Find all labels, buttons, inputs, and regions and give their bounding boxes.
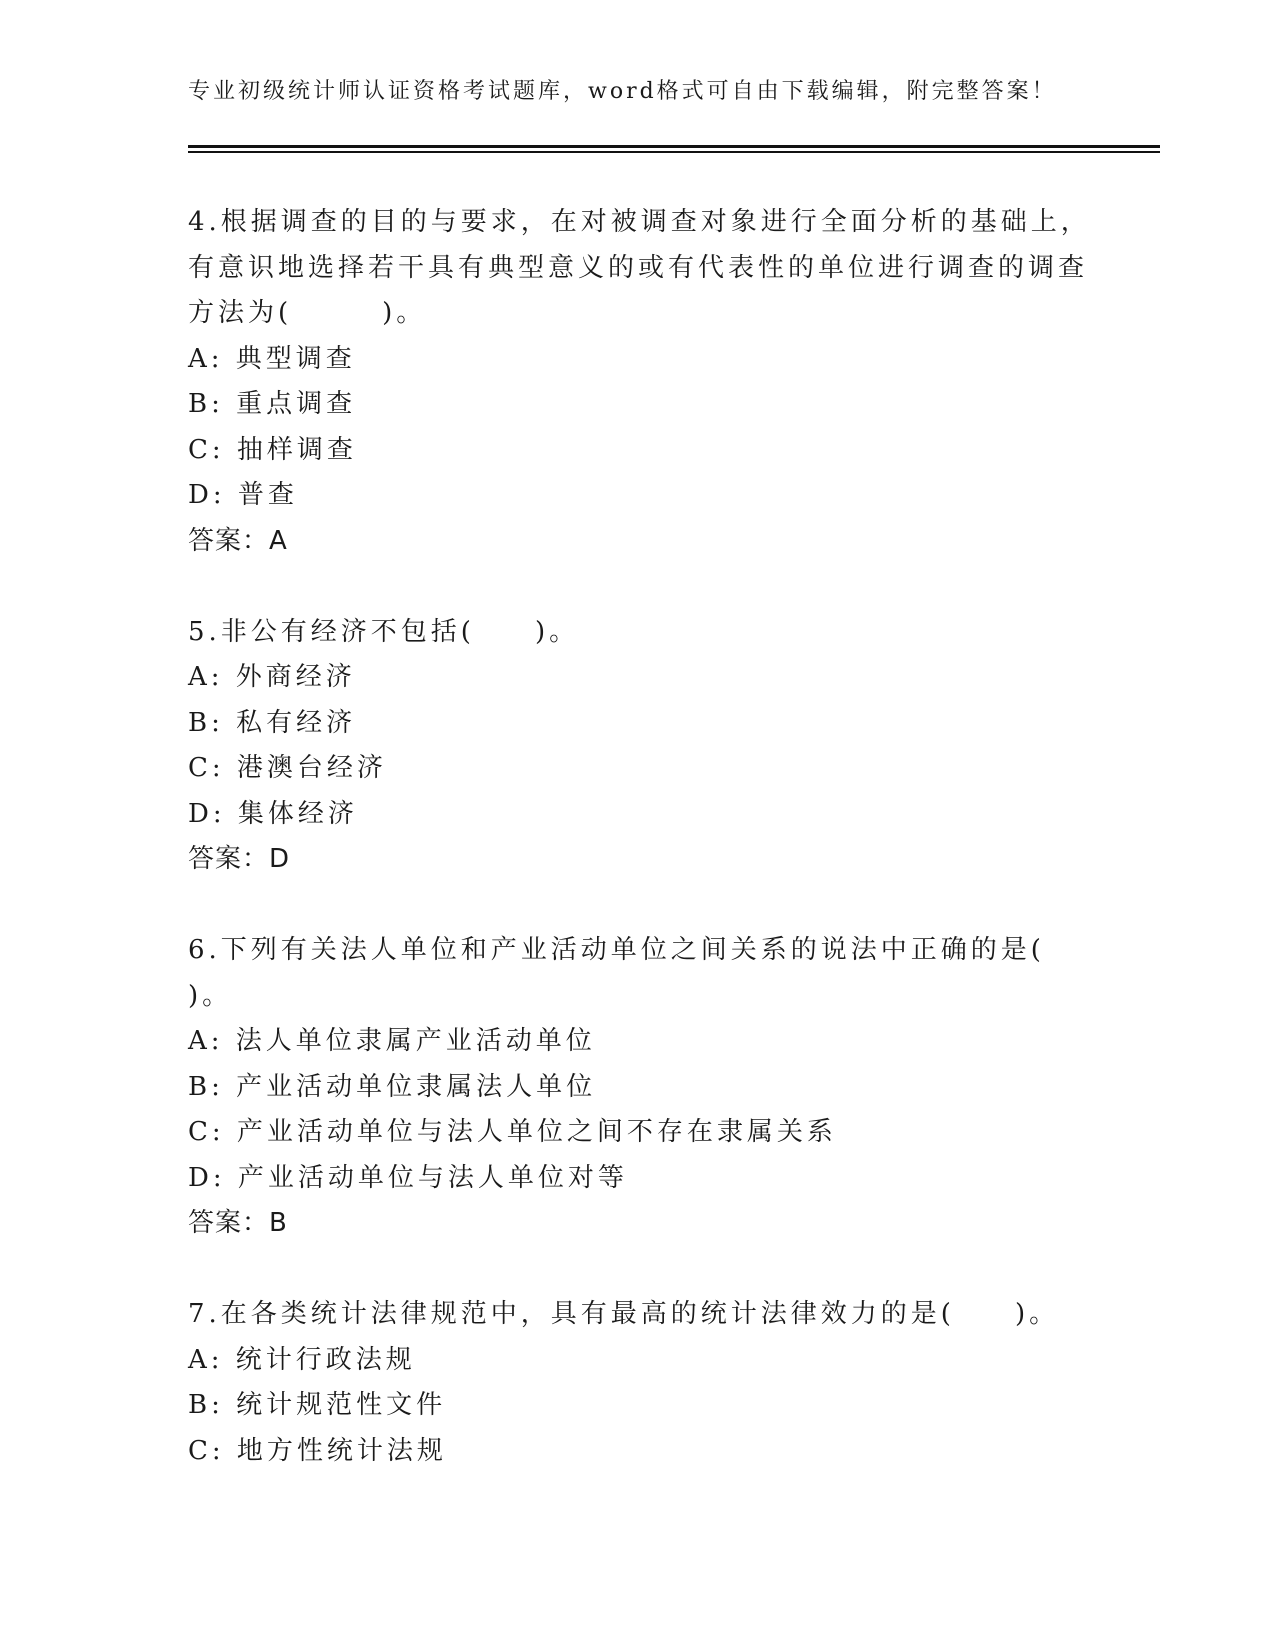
option-d: D: 产业活动单位与法人单位对等 bbox=[188, 1162, 628, 1193]
question-5 bbox=[188, 610, 1088, 883]
option-b: B: 私有经济 bbox=[188, 707, 357, 738]
header-title: 专业初级统计师认证资格考试题库，word格式可自由下载编辑，附完整答案！ bbox=[188, 79, 1057, 104]
option-c: C: 港澳台经济 bbox=[188, 753, 387, 783]
question-4 bbox=[188, 200, 1091, 564]
question-stem-line: 4.根据调查的目的与要求，在对被调查对象进行全面分析的基础上， bbox=[188, 207, 1091, 237]
spacer bbox=[188, 883, 1088, 929]
spacer bbox=[188, 1247, 1088, 1293]
option-d: D: 普查 bbox=[188, 480, 298, 510]
question-stem-line: 6.下列有关法人单位和产业活动单位之间关系的说法中正确的是( bbox=[188, 935, 1045, 965]
option-a: A: 外商经济 bbox=[188, 662, 356, 692]
question-stem-line: 7.在各类统计法律规范中，具有最高的统计法律效力的是( )。 bbox=[188, 1299, 1060, 1329]
option-c: C: 抽样调查 bbox=[188, 434, 357, 465]
option-b: B: 产业活动单位隶属法人单位 bbox=[188, 1071, 597, 1102]
option-d: D: 集体经济 bbox=[188, 798, 358, 829]
question-stem-line: )。 bbox=[188, 980, 233, 1011]
option-b: B: 重点调查 bbox=[188, 389, 357, 419]
option-b: B: 统计规范性文件 bbox=[188, 1390, 447, 1420]
answer-line: 答案：B bbox=[188, 1208, 288, 1238]
answer-line: 答案：A bbox=[188, 525, 288, 556]
option-c: C: 产业活动单位与法人单位之间不存在隶属关系 bbox=[188, 1117, 837, 1147]
question-stem-line: 有意识地选择若干具有典型意义的或有代表性的单位进行调查的调查 bbox=[188, 252, 1089, 283]
header-divider bbox=[188, 145, 1160, 153]
question-6 bbox=[188, 928, 1088, 1247]
question-7 bbox=[188, 1292, 1088, 1474]
option-a: A: 法人单位隶属产业活动单位 bbox=[188, 1026, 596, 1056]
spacer bbox=[188, 564, 1088, 610]
question-stem-line: 5.非公有经济不包括( )。 bbox=[188, 616, 580, 647]
option-a: A: 典型调查 bbox=[188, 343, 356, 374]
option-c: C: 地方性统计法规 bbox=[188, 1435, 447, 1466]
question-list bbox=[188, 200, 1091, 1474]
option-a: A: 统计行政法规 bbox=[188, 1344, 416, 1375]
answer-line: 答案：D bbox=[188, 844, 291, 874]
question-stem-line: 方法为( )。 bbox=[188, 298, 427, 328]
